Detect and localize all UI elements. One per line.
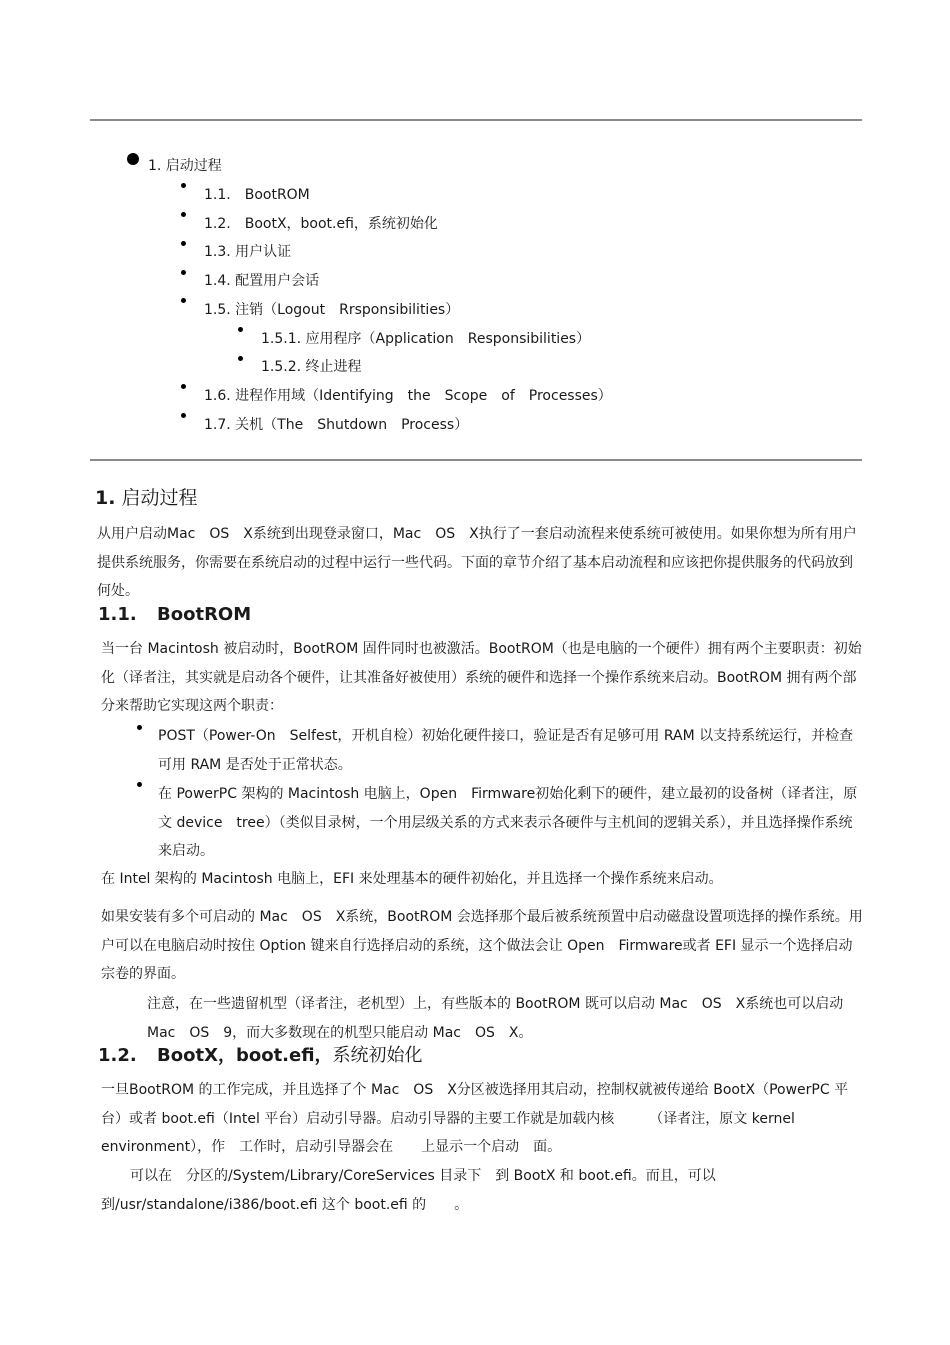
bootrom-paragraph-multi-os: 如果安装有多个可启动的 Mac OS X系统，BootROM 会选择那个最后被系统预置中启动磁盘设置项选择的操作系统。用户可以在电脑启动时按住 Option 键来自行选择启动的系统，这个做法会让 Open Firmware或者 EFI 显示一个选择启动宗卷的界面。 bbox=[101, 909, 863, 983]
toc-item-1-2[interactable]: 1.2. BootX，boot.efi，系统初始化 bbox=[204, 216, 438, 232]
bootx-line-1: 可以在 分区的/System/Library/CoreServices 目录下 到 BootX 和 boot.efi。而且，可以 bbox=[130, 1168, 716, 1184]
section-1-2-heading bbox=[98, 1045, 423, 1067]
bullet-icon bbox=[238, 327, 243, 332]
toc-item-1-3[interactable]: 1.3. 用户认证 bbox=[204, 244, 292, 260]
toc-item-1[interactable]: 1. 启动过程 bbox=[148, 158, 222, 174]
bootrom-bullet-open-firmware: 在 PowerPC 架构的 Macintosh 电脑上，Open Firmware初始化剩下的硬件，建立最初的设备树（译者注，原文 device tree）（类似目录树，一个用层级关系的方式来表示各硬件与主机间的逻辑关系），并且选择操作系统来启动。 bbox=[158, 786, 858, 860]
bullet-icon bbox=[181, 183, 186, 188]
bullet-icon bbox=[181, 241, 186, 246]
section-1-1-number: 1.1. bbox=[98, 604, 137, 625]
bullet-icon bbox=[181, 413, 186, 418]
section-1-2-title-bold: BootX，boot.efi， bbox=[157, 1045, 333, 1066]
bootrom-bullet-post: POST（Power-On Selfest，开机自检）初始化硬件接口，验证是否有足够可用 RAM 以支持系统运行，并检查可用 RAM 是否处于正常状态。 bbox=[158, 728, 854, 773]
bullet-icon bbox=[181, 270, 186, 275]
toc-item-1-1[interactable]: 1.1. BootROM bbox=[204, 187, 310, 203]
bootrom-note: 注意，在一些遗留机型（译者注，老机型）上，有些版本的 BootROM 既可以启动 Mac OS X系统也可以启动 Mac OS 9，而大多数现在的机型只能启动 Mac OS X。 bbox=[147, 996, 844, 1041]
bullet-icon bbox=[137, 725, 142, 730]
toc-item-1-7[interactable]: 1.7. 关机（The Shutdown Process） bbox=[204, 417, 469, 433]
top-divider bbox=[90, 119, 862, 121]
section-1-2-number: 1.2. bbox=[98, 1045, 137, 1066]
bullet-icon bbox=[181, 212, 186, 217]
toc-bottom-divider bbox=[90, 459, 862, 461]
section-1-title: 启动过程 bbox=[121, 487, 198, 509]
bootx-paragraph-1: 一旦BootROM 的工作完成，并且选择了个 Mac OS X分区被选择用其启动，控制权就被传递给 BootX（PowerPC 平台）或者 boot.efi（Intel 平台）启动引导器。启动引导器的主要工作就是加载内核 （译者注，原文 kernel environment），作 工作时，启动引导器会在 上显示一个启动 面。 bbox=[101, 1082, 849, 1156]
bullet-icon bbox=[137, 782, 142, 787]
bootrom-paragraph-1: 当一台 Macintosh 被启动时，BootROM 固件同时也被激活。BootROM（也是电脑的一个硬件）拥有两个主要职责：初始化（译者注，其实就是启动各个硬件，让其准备好被使用）系统的硬件和选择一个操作系统来启动。BootROM 拥有两个部分来帮助它实现这两个职责： bbox=[101, 641, 862, 715]
bootx-line-2: 到/usr/standalone/i386/boot.efi 这个 boot.efi 的 。 bbox=[101, 1197, 469, 1213]
section-1-1-title: BootROM bbox=[157, 604, 252, 625]
bullet-icon bbox=[127, 153, 139, 165]
section-1-1-heading bbox=[98, 604, 251, 626]
bullet-icon bbox=[238, 356, 243, 361]
bootrom-paragraph-efi: 在 Intel 架构的 Macintosh 电脑上，EFI 来处理基本的硬件初始化，并且选择一个操作系统来启动。 bbox=[101, 871, 723, 887]
section-1-intro: 从用户启动Mac OS X系统到出现登录窗口，Mac OS X执行了一套启动流程来使系统可被使用。如果你想为所有用户提供系统服务，你需要在系统启动的过程中运行一些代码。下面的章节介绍了基本启动流程和应该把你提供服务的代码放到何处。 bbox=[97, 526, 857, 600]
section-1-number: 1. bbox=[95, 487, 116, 509]
bullet-icon bbox=[181, 298, 186, 303]
section-1-heading bbox=[95, 486, 198, 510]
bullet-icon bbox=[181, 384, 186, 389]
toc-item-1-6[interactable]: 1.6. 进程作用域（Identifying the Scope of Processes） bbox=[204, 388, 612, 404]
toc-item-1-5[interactable]: 1.5. 注销（Logout Rrsponsibilities） bbox=[204, 302, 460, 318]
section-1-2-title-rest: 系统初始化 bbox=[332, 1045, 423, 1066]
toc-item-1-5-2[interactable]: 1.5.2. 终止进程 bbox=[261, 359, 362, 375]
toc-item-1-4[interactable]: 1.4. 配置用户会话 bbox=[204, 273, 320, 289]
toc-item-1-5-1[interactable]: 1.5.1. 应用程序（Application Responsibilities） bbox=[261, 331, 591, 347]
